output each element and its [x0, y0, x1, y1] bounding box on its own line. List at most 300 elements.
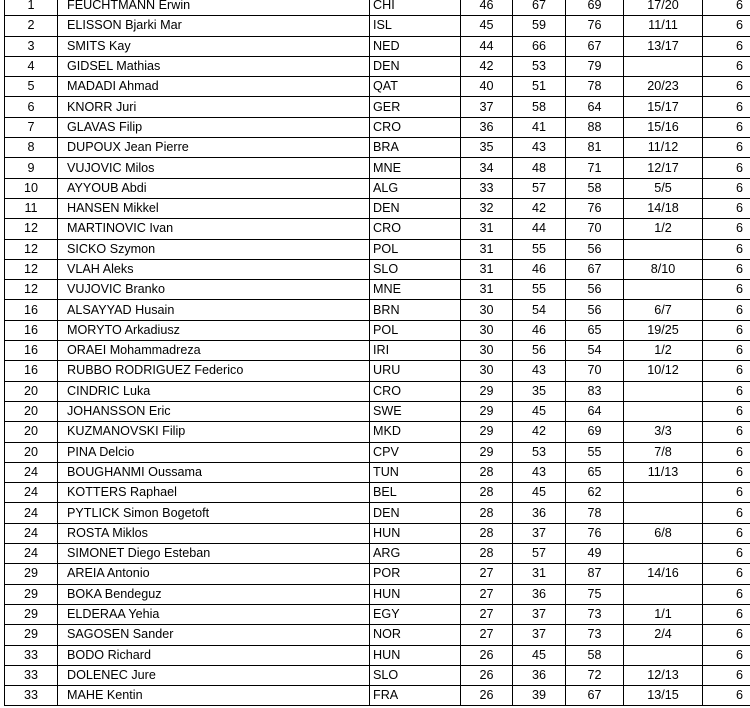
stat-cell-1: 28	[461, 544, 513, 564]
player-name-cell: RUBBO RODRIGUEZ Federico	[58, 361, 370, 381]
player-name-cell: PYTLICK Simon Bogetoft	[58, 503, 370, 523]
nation-code-cell: DEN	[370, 56, 461, 76]
stat-cell-3: 64	[566, 401, 624, 421]
nation-code-cell: DEN	[370, 503, 461, 523]
stat-cell-2: 35	[513, 381, 566, 401]
stat-cell-last: 6	[703, 198, 750, 218]
stat-cell-1: 27	[461, 584, 513, 604]
nation-code-cell: POL	[370, 239, 461, 259]
player-name-cell: MORYTO Arkadiusz	[58, 320, 370, 340]
table-row	[5, 300, 750, 320]
stat-cell-2: 46	[513, 320, 566, 340]
stat-cell-2: 42	[513, 422, 566, 442]
stat-cell-3: 56	[566, 280, 624, 300]
ratio-cell: 20/23	[624, 77, 703, 97]
rank-cell: 20	[5, 401, 58, 421]
stat-cell-1: 28	[461, 462, 513, 482]
player-name-cell: SICKO Szymon	[58, 239, 370, 259]
stat-cell-1: 45	[461, 16, 513, 36]
nation-code-cell: GER	[370, 97, 461, 117]
stat-cell-3: 76	[566, 198, 624, 218]
stat-cell-1: 28	[461, 483, 513, 503]
rank-cell: 29	[5, 625, 58, 645]
stat-cell-3: 83	[566, 381, 624, 401]
ratio-cell: 1/1	[624, 604, 703, 624]
table-row	[5, 16, 750, 36]
rank-cell: 24	[5, 483, 58, 503]
stat-cell-last: 6	[703, 36, 750, 56]
table-row	[5, 280, 750, 300]
player-name-cell: ORAEI Mohammadreza	[58, 341, 370, 361]
rank-cell: 11	[5, 198, 58, 218]
stat-cell-3: 65	[566, 320, 624, 340]
stat-cell-3: 67	[566, 36, 624, 56]
player-name-cell: GLAVAS Filip	[58, 117, 370, 137]
table-row	[5, 0, 750, 16]
stat-cell-3: 81	[566, 138, 624, 158]
player-name-cell: KUZMANOVSKI Filip	[58, 422, 370, 442]
stat-cell-1: 32	[461, 198, 513, 218]
stat-cell-last: 6	[703, 381, 750, 401]
stat-cell-last: 6	[703, 401, 750, 421]
player-name-cell: ALSAYYAD Husain	[58, 300, 370, 320]
stat-cell-1: 44	[461, 36, 513, 56]
table-row	[5, 117, 750, 137]
player-stats-table	[4, 0, 750, 706]
player-name-cell: BOKA Bendeguz	[58, 584, 370, 604]
stat-cell-2: 41	[513, 117, 566, 137]
player-name-cell: DOLENEC Jure	[58, 665, 370, 685]
stat-cell-3: 72	[566, 665, 624, 685]
stat-cell-last: 6	[703, 300, 750, 320]
stat-cell-2: 44	[513, 219, 566, 239]
stat-cell-3: 79	[566, 56, 624, 76]
stat-cell-last: 6	[703, 462, 750, 482]
stat-cell-3: 65	[566, 462, 624, 482]
player-name-cell: FEUCHTMANN Erwin	[58, 0, 370, 16]
stat-cell-last: 6	[703, 138, 750, 158]
stat-cell-last: 6	[703, 219, 750, 239]
stat-cell-1: 36	[461, 117, 513, 137]
player-name-cell: GIDSEL Mathias	[58, 56, 370, 76]
stat-cell-1: 35	[461, 138, 513, 158]
stat-cell-last: 6	[703, 483, 750, 503]
rank-cell: 33	[5, 665, 58, 685]
stat-cell-1: 29	[461, 422, 513, 442]
nation-code-cell: TUN	[370, 462, 461, 482]
nation-code-cell: CRO	[370, 381, 461, 401]
nation-code-cell: FRA	[370, 686, 461, 706]
nation-code-cell: POL	[370, 320, 461, 340]
table-row	[5, 259, 750, 279]
stat-cell-2: 53	[513, 56, 566, 76]
stat-cell-3: 58	[566, 178, 624, 198]
stat-cell-1: 30	[461, 300, 513, 320]
rank-cell: 2	[5, 16, 58, 36]
stat-cell-last: 6	[703, 117, 750, 137]
rank-cell: 24	[5, 462, 58, 482]
rank-cell: 24	[5, 544, 58, 564]
stat-cell-1: 29	[461, 381, 513, 401]
stat-cell-3: 56	[566, 239, 624, 259]
ratio-cell: 13/17	[624, 36, 703, 56]
table-row	[5, 584, 750, 604]
rank-cell: 16	[5, 320, 58, 340]
table-row	[5, 158, 750, 178]
stat-cell-last: 6	[703, 544, 750, 564]
stat-cell-1: 26	[461, 665, 513, 685]
stat-cell-2: 43	[513, 138, 566, 158]
stat-cell-1: 28	[461, 523, 513, 543]
nation-code-cell: HUN	[370, 584, 461, 604]
ratio-cell	[624, 503, 703, 523]
ratio-cell	[624, 483, 703, 503]
rank-cell: 7	[5, 117, 58, 137]
ratio-cell: 5/5	[624, 178, 703, 198]
stat-cell-1: 26	[461, 686, 513, 706]
ratio-cell: 13/15	[624, 686, 703, 706]
rank-cell: 6	[5, 97, 58, 117]
table-row	[5, 544, 750, 564]
stat-cell-2: 31	[513, 564, 566, 584]
nation-code-cell: ALG	[370, 178, 461, 198]
rank-cell: 4	[5, 56, 58, 76]
rank-cell: 20	[5, 422, 58, 442]
table-row	[5, 138, 750, 158]
player-name-cell: KNORR Juri	[58, 97, 370, 117]
stat-cell-last: 6	[703, 523, 750, 543]
ratio-cell: 14/18	[624, 198, 703, 218]
stat-cell-1: 42	[461, 56, 513, 76]
stat-cell-2: 58	[513, 97, 566, 117]
stat-cell-2: 55	[513, 280, 566, 300]
table-row	[5, 523, 750, 543]
table-row	[5, 604, 750, 624]
ratio-cell	[624, 239, 703, 259]
stat-cell-last: 6	[703, 320, 750, 340]
stat-cell-1: 31	[461, 239, 513, 259]
stat-cell-1: 30	[461, 341, 513, 361]
rank-cell: 10	[5, 178, 58, 198]
nation-code-cell: HUN	[370, 523, 461, 543]
stat-cell-3: 64	[566, 97, 624, 117]
stat-cell-3: 70	[566, 219, 624, 239]
stat-cell-3: 71	[566, 158, 624, 178]
stat-cell-1: 40	[461, 77, 513, 97]
player-name-cell: JOHANSSON Eric	[58, 401, 370, 421]
player-name-cell: SIMONET Diego Esteban	[58, 544, 370, 564]
stat-cell-2: 45	[513, 483, 566, 503]
stat-cell-2: 37	[513, 625, 566, 645]
ratio-cell: 11/11	[624, 16, 703, 36]
stat-cell-2: 42	[513, 198, 566, 218]
stat-cell-1: 34	[461, 158, 513, 178]
nation-code-cell: URU	[370, 361, 461, 381]
nation-code-cell: CHI	[370, 0, 461, 16]
stat-cell-3: 62	[566, 483, 624, 503]
ratio-cell: 7/8	[624, 442, 703, 462]
rank-cell: 12	[5, 280, 58, 300]
stat-cell-1: 31	[461, 280, 513, 300]
ratio-cell: 19/25	[624, 320, 703, 340]
stat-cell-3: 73	[566, 604, 624, 624]
stat-cell-2: 55	[513, 239, 566, 259]
ratio-cell: 10/12	[624, 361, 703, 381]
nation-code-cell: SLO	[370, 665, 461, 685]
table-row	[5, 645, 750, 665]
stat-cell-3: 67	[566, 686, 624, 706]
stat-cell-2: 36	[513, 503, 566, 523]
stat-cell-last: 6	[703, 665, 750, 685]
table-row	[5, 381, 750, 401]
rank-cell: 33	[5, 645, 58, 665]
rank-cell: 24	[5, 523, 58, 543]
nation-code-cell: HUN	[370, 645, 461, 665]
stat-cell-last: 6	[703, 604, 750, 624]
nation-code-cell: NOR	[370, 625, 461, 645]
ratio-cell	[624, 584, 703, 604]
table-row	[5, 401, 750, 421]
player-name-cell: AREIA Antonio	[58, 564, 370, 584]
stat-cell-2: 39	[513, 686, 566, 706]
ratio-cell: 1/2	[624, 219, 703, 239]
ratio-cell: 2/4	[624, 625, 703, 645]
player-name-cell: HANSEN Mikkel	[58, 198, 370, 218]
ratio-cell	[624, 544, 703, 564]
stat-cell-1: 27	[461, 604, 513, 624]
ratio-cell	[624, 645, 703, 665]
rank-cell: 16	[5, 361, 58, 381]
stat-cell-3: 78	[566, 503, 624, 523]
nation-code-cell: ISL	[370, 16, 461, 36]
table-row	[5, 442, 750, 462]
stat-cell-last: 6	[703, 341, 750, 361]
ratio-cell: 6/8	[624, 523, 703, 543]
ratio-cell	[624, 280, 703, 300]
ratio-cell: 15/17	[624, 97, 703, 117]
stat-cell-2: 43	[513, 361, 566, 381]
table-row	[5, 320, 750, 340]
nation-code-cell: POR	[370, 564, 461, 584]
stat-cell-1: 29	[461, 442, 513, 462]
nation-code-cell: SWE	[370, 401, 461, 421]
stat-cell-last: 6	[703, 0, 750, 16]
nation-code-cell: BRN	[370, 300, 461, 320]
table-row	[5, 239, 750, 259]
stat-cell-2: 43	[513, 462, 566, 482]
stat-cell-3: 78	[566, 77, 624, 97]
stat-cell-3: 76	[566, 16, 624, 36]
stat-cell-last: 6	[703, 564, 750, 584]
ratio-cell	[624, 401, 703, 421]
nation-code-cell: MNE	[370, 280, 461, 300]
stat-cell-last: 6	[703, 16, 750, 36]
table-row	[5, 361, 750, 381]
rank-cell: 20	[5, 381, 58, 401]
stat-cell-2: 37	[513, 523, 566, 543]
rank-cell: 9	[5, 158, 58, 178]
stat-cell-last: 6	[703, 280, 750, 300]
stat-cell-2: 36	[513, 584, 566, 604]
stat-cell-3: 75	[566, 584, 624, 604]
rank-cell: 12	[5, 259, 58, 279]
nation-code-cell: CRO	[370, 219, 461, 239]
nation-code-cell: QAT	[370, 77, 461, 97]
player-name-cell: BOUGHANMI Oussama	[58, 462, 370, 482]
rank-cell: 5	[5, 77, 58, 97]
rank-cell: 16	[5, 341, 58, 361]
table-row	[5, 198, 750, 218]
rank-cell: 24	[5, 503, 58, 523]
stat-cell-2: 53	[513, 442, 566, 462]
player-name-cell: BODO Richard	[58, 645, 370, 665]
nation-code-cell: CPV	[370, 442, 461, 462]
stat-cell-2: 67	[513, 0, 566, 16]
player-name-cell: AYYOUB Abdi	[58, 178, 370, 198]
table-row	[5, 341, 750, 361]
player-name-cell: DUPOUX Jean Pierre	[58, 138, 370, 158]
ratio-cell	[624, 56, 703, 76]
table-row	[5, 503, 750, 523]
ratio-cell: 11/13	[624, 462, 703, 482]
stat-cell-last: 6	[703, 361, 750, 381]
stat-cell-2: 59	[513, 16, 566, 36]
nation-code-cell: EGY	[370, 604, 461, 624]
player-name-cell: CINDRIC Luka	[58, 381, 370, 401]
table-row	[5, 219, 750, 239]
player-name-cell: ROSTA Miklos	[58, 523, 370, 543]
rank-cell: 1	[5, 0, 58, 16]
stat-cell-last: 6	[703, 56, 750, 76]
stat-cell-last: 6	[703, 239, 750, 259]
stat-cell-3: 70	[566, 361, 624, 381]
player-name-cell: VUJOVIC Branko	[58, 280, 370, 300]
ratio-cell: 12/17	[624, 158, 703, 178]
player-name-cell: VUJOVIC Milos	[58, 158, 370, 178]
stat-cell-2: 56	[513, 341, 566, 361]
stat-cell-1: 30	[461, 320, 513, 340]
table-row	[5, 564, 750, 584]
stat-cell-2: 36	[513, 665, 566, 685]
rank-cell: 8	[5, 138, 58, 158]
player-name-cell: ELDERAA Yehia	[58, 604, 370, 624]
stat-cell-1: 29	[461, 401, 513, 421]
table-row	[5, 97, 750, 117]
stat-cell-3: 73	[566, 625, 624, 645]
stat-cell-3: 88	[566, 117, 624, 137]
stat-cell-2: 46	[513, 259, 566, 279]
stat-cell-1: 27	[461, 625, 513, 645]
stat-cell-last: 6	[703, 77, 750, 97]
stat-cell-3: 67	[566, 259, 624, 279]
stat-cell-last: 6	[703, 686, 750, 706]
nation-code-cell: MNE	[370, 158, 461, 178]
nation-code-cell: NED	[370, 36, 461, 56]
stat-cell-last: 6	[703, 178, 750, 198]
ratio-cell: 8/10	[624, 259, 703, 279]
stat-cell-3: 55	[566, 442, 624, 462]
player-name-cell: SAGOSEN Sander	[58, 625, 370, 645]
stat-cell-last: 6	[703, 259, 750, 279]
stat-cell-1: 27	[461, 564, 513, 584]
stat-cell-2: 37	[513, 604, 566, 624]
stat-cell-3: 69	[566, 0, 624, 16]
nation-code-cell: IRI	[370, 341, 461, 361]
stat-cell-1: 33	[461, 178, 513, 198]
stat-cell-1: 28	[461, 503, 513, 523]
stat-cell-last: 6	[703, 645, 750, 665]
stat-cell-3: 56	[566, 300, 624, 320]
rank-cell: 29	[5, 564, 58, 584]
nation-code-cell: ARG	[370, 544, 461, 564]
ratio-cell: 6/7	[624, 300, 703, 320]
stat-cell-2: 51	[513, 77, 566, 97]
rank-cell: 12	[5, 219, 58, 239]
player-name-cell: VLAH Aleks	[58, 259, 370, 279]
table-row	[5, 483, 750, 503]
stat-cell-last: 6	[703, 503, 750, 523]
player-name-cell: SMITS Kay	[58, 36, 370, 56]
stat-cell-3: 58	[566, 645, 624, 665]
rank-cell: 29	[5, 604, 58, 624]
rank-cell: 33	[5, 686, 58, 706]
stat-cell-last: 6	[703, 625, 750, 645]
stat-cell-2: 57	[513, 544, 566, 564]
nation-code-cell: MKD	[370, 422, 461, 442]
stat-cell-1: 46	[461, 0, 513, 16]
table-row	[5, 625, 750, 645]
table-row	[5, 178, 750, 198]
stat-cell-3: 87	[566, 564, 624, 584]
ratio-cell: 17/20	[624, 0, 703, 16]
stat-cell-last: 6	[703, 158, 750, 178]
stat-cell-2: 48	[513, 158, 566, 178]
table-row	[5, 36, 750, 56]
nation-code-cell: BEL	[370, 483, 461, 503]
stat-cell-last: 6	[703, 584, 750, 604]
ratio-cell: 1/2	[624, 341, 703, 361]
stat-cell-last: 6	[703, 97, 750, 117]
table-row	[5, 462, 750, 482]
ratio-cell: 3/3	[624, 422, 703, 442]
player-name-cell: MAHE Kentin	[58, 686, 370, 706]
player-name-cell: ELISSON Bjarki Mar	[58, 16, 370, 36]
ratio-cell: 15/16	[624, 117, 703, 137]
table-row	[5, 665, 750, 685]
nation-code-cell: CRO	[370, 117, 461, 137]
ratio-cell: 14/16	[624, 564, 703, 584]
stat-cell-last: 6	[703, 422, 750, 442]
stat-cell-3: 76	[566, 523, 624, 543]
ratio-cell: 11/12	[624, 138, 703, 158]
stat-cell-3: 69	[566, 422, 624, 442]
rank-cell: 16	[5, 300, 58, 320]
rank-cell: 12	[5, 239, 58, 259]
player-name-cell: KOTTERS Raphael	[58, 483, 370, 503]
stat-cell-1: 26	[461, 645, 513, 665]
nation-code-cell: SLO	[370, 259, 461, 279]
table-row	[5, 77, 750, 97]
player-name-cell: PINA Delcio	[58, 442, 370, 462]
nation-code-cell: BRA	[370, 138, 461, 158]
stat-cell-3: 54	[566, 341, 624, 361]
player-name-cell: MARTINOVIC Ivan	[58, 219, 370, 239]
stat-cell-1: 31	[461, 259, 513, 279]
stat-cell-last: 6	[703, 442, 750, 462]
table-row	[5, 422, 750, 442]
stat-cell-2: 45	[513, 645, 566, 665]
rank-cell: 29	[5, 584, 58, 604]
